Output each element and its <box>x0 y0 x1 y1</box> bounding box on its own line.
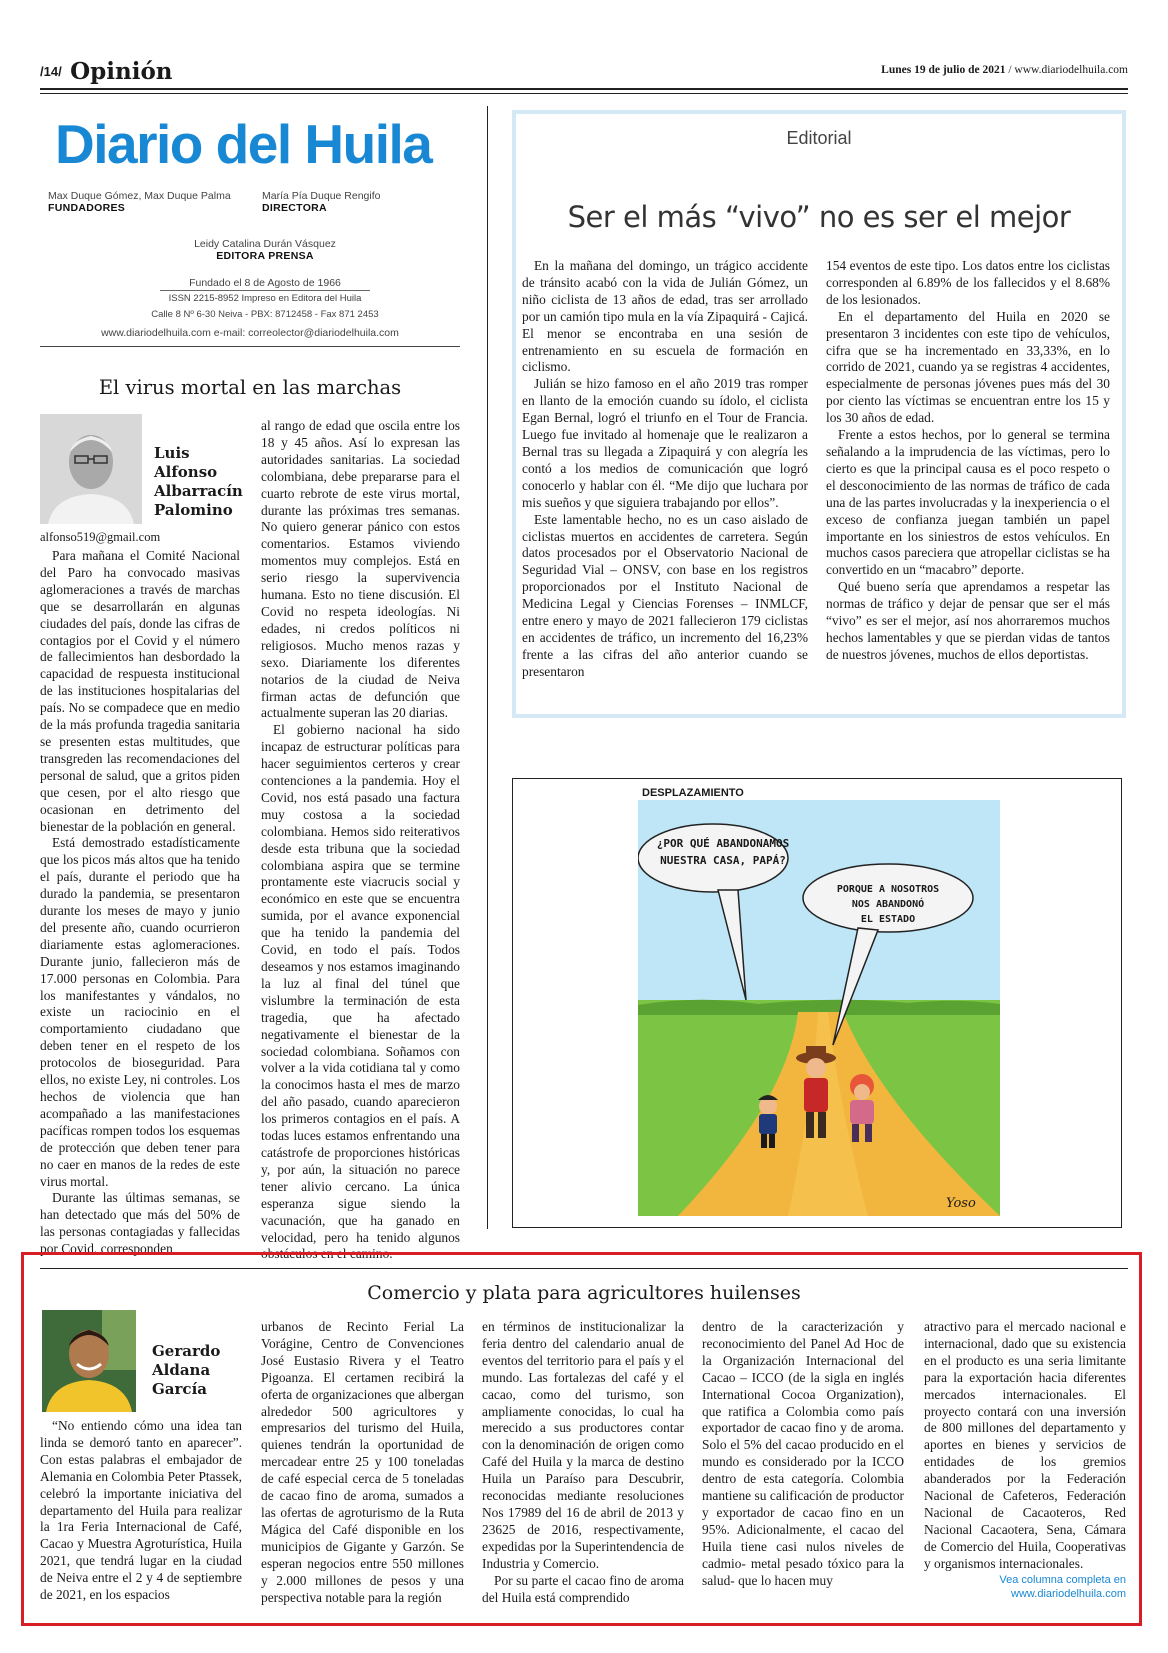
cartoon-bubble-question: ¿POR QUÉ ABANDONAMOS NUESTRA CASA, PAPÁ? <box>656 837 790 867</box>
editorial-col-a: En la mañana del domingo, un trágico accidente de tránsito acabó con la vida de Julián Gómez, un niño ciclista de 13 años de edad, tras ser arrollado por un camión tipo mula en la vía Zipaquirá - Cajicá. El menor se encontraba en una sesión de entrenamiento en su escuela de formación en ciclismo. Julián se hizo famoso en el año 2019 tras romper en llanto de la emoción cuando su ídolo, el ciclista Egan Bernal, logró el triunfo en el Tour de Francia. Luego fue invitado al homenaje que le realizaron a Bernal tras su llegada a Zipaquirá y con alegría les contó a los medios de comunicación que logró conocerlo y hablar con él. “Me dijo que luchara por mis sueños y que siguiera trabajando por ellos”. Este lamentable hecho, no es un caso aislado de ciclistas muertos en accidentes de carretera. Según datos procesados por el Observatorio Nacional de Seguridad Vial – ONSV, con base en los registros proporcionados por el Instituto Nacional de Medicina Legal y Ciencias Forenses – INMLCF, entre enero y mayo de 2021 fallecieron 179 ciclistas en accidentes de tráfico, un incremento del 16,23% frente a las cifras del año anterior cuando se presentaron <box>522 258 808 679</box>
founders-names: Max Duque Gómez, Max Duque Palma <box>48 190 231 202</box>
bottom-column-rule <box>40 1268 1128 1269</box>
founders-title: FUNDADORES <box>48 202 126 214</box>
column2-col-b: urbanos de Recinto Ferial La Vorágine, Centro de Convenciones José Eustasio Rivera y el Teatro Pigoanza. El certamen recibirá la oferta de organizaciones que albergan alrededor 500 agricultores y empresarios del turismo del Huila, quienes tendrán la oportunidad de mercadear entre 25 y 100 toneladas de café especial cerca de 5 toneladas de cacao fino de aroma, sumados a las ofertas de agroturismo de la Ruta Mágica del Café disponible en los municipios de Gigante y Garzón. Se esperan negocios entre 550 millones y 2.000 millones de pesos y una perspectiva notable para la región <box>261 1319 464 1605</box>
page-header <box>40 58 173 85</box>
editor-block <box>140 238 390 262</box>
column1-col-b: al rango de edad que oscila entre los 18 y 45 años. Así lo expresan las autoridades sanitarias. La sociedad colombiana, debe prepararse para el cuarto rebrote de este virus mortal, durante las próximas tres semanas. No quiero generar pánico con estos comentarios. Estamos viviendo momentos muy complejos. Está en serio riesgo la supervivencia humana. Esto no tiene discusión. El Covid no respeta ideologías. Ni edades, ni credos políticos ni religiosos. Mucho menos razas y sexo. Diariamente los diferentes notarios de la ciudad de Neiva firman actas de defunción que actualmente superan las 20 diarias. El gobierno nacional ha sido incapaz de estructurar políticas para hacer seguimientos certeros y crear contenciones a la pandemia. Hoy el Covid, nos está pasado una factura muy costosa a la sociedad colombiana. Hemos sido reiterativos desde esta tribuna que la sociedad colombiana aspira que se termine prontamente este viacrucis social y económico en este que se encuentra sumida, por el avance exponencial que ha tenido la pandemia del Covid, en todo el país. Todos deseamos y nos estamos imaginando la luz al final del túnel que vislumbre la terminación de esta tragedia, que ha afectado negativamente el bienestar de la sociedad colombiana. Soñamos con volver a la vida cotidiana tal y como la conocimos hasta el mes de marzo del año pasado, cuando aparecieron los primeros contagios en el país. A todas luces estamos enfrentando una catástrofe de proporciones históricas y, por aún, la situación no parece tener alivio cercano. La única esperanza sigue siendo la vacunación, que ha ganado en velocidad, pero ha tenido algunos obstáculos en el camino. <box>261 418 460 1262</box>
column1-col-a: Para mañana el Comité Nacional del Paro ha convocado masivas aglomeraciones a través de marchas que se desarrollarán en algunas ciudades del país, donde las cifras de contagios por el Covid y el número de fallecimientos han desbordado la capacidad de respuesta institucional de las instituciones hospitalarias del país. No se compadece que en medio de la más profunda tragedia sanitaria se presenten estas multitudes, que transgreden las recomendaciones del personal de salud, que a gritos piden que cesen, por el alto riesgo que ocasionan en detrimento del bienestar de la población en general. Está demostrado estadísticamente que los picos más altos que ha tenido el país, durante el periodo que ha durado la pandemia, se presentaron durante los meses de mayo y junio del presente año, cuando ocurrieron diariamente estas aglomeraciones. Durante junio, fallecieron más de 17.000 personas en Colombia. Para los manifestantes y vándalos, no existe un raciocinio en el comportamiento ciudadano que deben tener en el respeto de los protocolos de bioseguridad. Para ellos, no existe Ley, ni controles. Los hechos de violencia que han acompañado a las manifestaciones pacíficas rompen todos los esquemas de protección que deben tener para no caer en manos de la redes de este virus mortal. Durante las últimas semanas, se han detectado que más del 50% de las personas contagiadas y fallecidas por Covid, corresponden <box>40 548 240 1257</box>
newspaper-logo: Diario del Huila <box>55 113 432 175</box>
editor-name: Leidy Catalina Durán Vásquez <box>194 238 336 250</box>
cartoon-signature: Yoso <box>946 1196 976 1211</box>
column2-title: Comercio y plata para agricultores huilenses <box>367 1282 801 1304</box>
editorial-title: Ser el más “vivo” no es ser el mejor <box>567 200 1071 234</box>
header-rule-thin <box>40 93 1128 94</box>
editorial-col-b: 154 eventos de este tipo. Los datos entre los ciclistas corresponden al 6.89% de los fallecidos y el 8.68% de los lesionados. En el departamento del Huila en 2020 se presentaron 3 incidentes con este tipo de vehículos, cifra que se ha incrementado en 33,33%, en lo corrido de 2021, cuando ya se registras 4 accidentes, especialmente de personas jóvenes pues más del 30 por ciento las víctimas se encuentran entre los 15 y los 30 años de edad. Frente a estos hechos, por lo general se termina señalando a la imprudencia de las víctimas, pero lo cierto es que la principal causa es el poco respeto o el desconocimiento de las normas de tráfico de cada una de las partes involucradas y la inexperiencia o el exceso de confianza juegan también un papel importante en los siniestros de estos vehículos. En muchos casos pareciera que atropellar ciclistas se ha convertido en un “macabro” deporte. Qué bueno sería que aprendamos a respetar las normas de tráfico y dejar de pensar que ser el más “vivo” es ser el mejor, así nos ahorraremos muchos hechos lamentables y que se pierdan vidas de tantos de nuestros jóvenes, muchos de ellos deportistas. <box>826 258 1110 662</box>
founded-date: Fundado el 8 de Agosto de 1966 <box>160 277 370 291</box>
issn: ISSN 2215-8952 Impreso en Editora del Huila <box>168 293 362 304</box>
page-number: /14/ <box>40 64 62 79</box>
director-title: DIRECTORA <box>262 202 327 214</box>
author-photo-luis <box>40 414 142 524</box>
director-name: María Pía Duque Rengifo <box>262 190 381 202</box>
address: Calle 8 Nº 6-30 Neiva - PBX: 8712458 - Fax 871 2453 <box>151 309 379 320</box>
header-rule <box>40 88 1128 90</box>
author-name-luis: Luis Alfonso Albarracín Palomino <box>154 444 243 519</box>
header-date: Lunes 19 de julio de 2021 <box>881 64 1006 76</box>
column-divider <box>487 106 488 1229</box>
author-name-gerardo: Gerardo Aldana García <box>152 1342 221 1398</box>
author-portrait-icon <box>42 1310 136 1412</box>
masthead-rule <box>40 346 460 347</box>
editorial-label: Editorial <box>786 128 852 148</box>
section-title: Opinión <box>70 58 173 85</box>
author-portrait-icon <box>40 414 142 524</box>
column2-col-c: en términos de institucionalizar la feria dentro del calendario anual de eventos del territorio para el país y el mundo. Las fortalezas del café y el cacao, como del turismo, son ampliamente conocidas, lo cual ha merecido a sus productores contar con la denominación de origen como Café del Huila y la marca de destino Huila un Paraíso para Descubrir, reconocidas mediante resoluciones Nos 17989 del 16 de abril de 2013 y 23625 de 2016, respectivamente, expedidas por la Superintendencia de Industria y Comercio. Por su parte el cacao fino de aroma del Huila está comprendido <box>482 1319 684 1605</box>
full-column-link[interactable]: Vea columna completa en www.diariodelhuila.com <box>999 1574 1126 1600</box>
column2-col-e: atractivo para el mercado nacional e internacional, dado que su existencia en el producto es una seria limitante para la exportación hacia diferentes mercados internacionales. El proyecto contará con una inversión de 800 millones del departamento y aportes en bienes y servicios de entidades de los gremios abanderados por la Federación Nacional de Cafeteros, Federación Nacional de Cacaoteros, Red Nacional Cacaotera, Sena, Cámara de Comercio del Huila, Cooperativas y organismos internacionales. <box>924 1319 1126 1571</box>
founders-block <box>48 190 248 214</box>
contact-line[interactable]: www.diariodelhuila.com e-mail: correolector@diariodelhuila.com <box>101 327 399 339</box>
column1-title: El virus mortal en las marchas <box>98 376 402 399</box>
header-date-site <box>881 64 1128 76</box>
cartoon-label: DESPLAZAMIENTO <box>642 787 744 799</box>
column2-col-a: “No entiendo cómo una idea tan linda se demoró tanto en aparecer”. Con estas palabras el embajador de Alemania en Colombia Peter Ptassek, celebró la importante iniciativa del departamento del Huila para realizar la 1ra Feria Internacional de Café, Cacao y Muestra Agroturística, Huila 2021, que tendrá lugar en la ciudad de Neiva entre el 2 y 4 de septiembre de 2021, en los espacios <box>40 1418 242 1603</box>
author-photo-gerardo <box>42 1310 136 1412</box>
column2-col-d: dentro de la caracterización y reconocimiento del Panel Ad Hoc de la Organización Internacional del Cacao – ICCO (de la sigla en inglés International Cocoa Organization), que ratifica a Colombia como país exportador de cacao fino y de aroma. Solo el 5% del cacao producido en el mundo es considerado por la ICCO dentro de esta categoría. Colombia mantiene su calificación de productor y exportador de cacao fino en un 95%. Adicionalmente, el cacao del Huila tiene casi nulos niveles de cadmio- metal pesado tóxico para la salud- que lo hacen muy <box>702 1319 904 1588</box>
editor-title: EDITORA PRENSA <box>216 250 314 262</box>
director-block <box>262 190 462 214</box>
header-site[interactable]: / www.diariodelhuila.com <box>1008 64 1128 76</box>
cartoon-bubble-answer: PORQUE A NOSOTROS NOS ABANDONÓ EL ESTADO <box>836 884 940 925</box>
author-email[interactable]: alfonso519@gmail.com <box>40 530 161 544</box>
